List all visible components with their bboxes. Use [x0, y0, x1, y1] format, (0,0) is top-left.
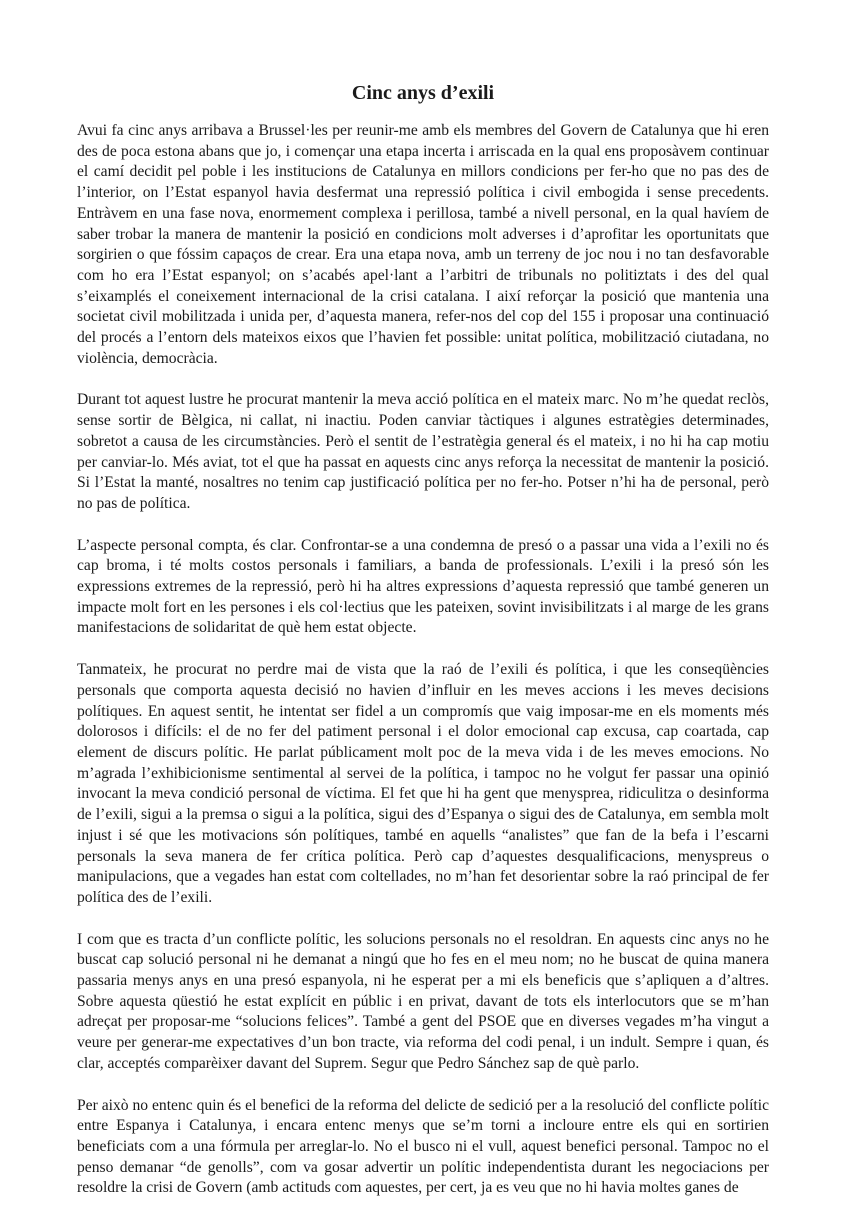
- paragraph: Avui fa cinc anys arribava a Brussel·les per reunir-me amb els membres del Govern de Catalunya que hi eren des de poca estona abans que jo, i començar una etapa incerta i arriscada en la qual ens proposàvem continuar el camí decidit pel poble i les institucions de Catalunya en millors condicions per fer-ho que no pas des de l’interior, on l’Estat espanyol havia desfermat una repressió política i civil embogida i sense precedents. Entràvem en una fase nova, enormement complexa i perillosa, també a nivell personal, en la qual havíem de saber trobar la manera de mantenir la posició en condicions molt adverses i d’aprofitar les oportunitats que sorgirien o que fóssim capaços de crear. Era una etapa nova, amb un terreny de joc nou i no tan desfavorable com ho era l’Estat espanyol; on s’acabés apel·lant a l’arbitri de tribunals no politiztats i des del qual s’eixamplés el coneixement internacional de la crisi catalana. I així reforçar la posició que mantenia una societat civil mobilitzada i unida per, d’aquesta manera, refer-nos del cop del 155 i proposar una continuació del procés a l’entorn dels mateixos eixos que l’havien fet possible: unitat política, mobilització ciutadana, no violència, democràcia.: [77, 122, 769, 367]
- document-title: Cinc anys d’exili: [351, 82, 495, 104]
- paragraph: Tanmateix, he procurat no perdre mai de vista que la raó de l’exili és política, i que les conseqüències personals que comporta aquesta decisió no havien d’influir en les meves accions i les meves decisions polítiques. En aquest sentit, he intentat ser fidel a un compromís que vaig imposar-me en els moments més dolorosos i difícils: el de no fer del patiment personal i el dolor emocional cap excusa, cap coartada, cap element de discurs polític. He parlat públicament molt poc de la meva vida i de les meves emocions. No m’agrada l’exhibicionisme sentimental al servei de la política, i tampoc no he volgut fer passar una opinió invocant la meva condició personal de víctima. El fet que hi ha gent que menysprea, ridiculitza o desinforma de l’exili, sigui a la premsa o sigui a la política, sigui des d’Espanya o sigui des de Catalunya, em sembla molt injust i sé que les motivacions són polítiques, també en aquells “analistes” que fan de la befa i l’escarni personals la seva manera de fer crítica política. Però cap d’aquestes desqualificacions, menyspreus o manipulacions, que a vegades han estat com coltellades, no m’han fet desorientar sobre la raó principal de fer política des de l’exili.: [77, 661, 769, 906]
- paragraph: L’aspecte personal compta, és clar. Confrontar-se a una condemna de presó o a passar una vida a l’exili no és cap broma, i té molts costos personals i familiars, a banda de professionals. L’exili i la presó són les expressions extremes de la repressió, però hi ha altres expressions d’aquesta repressió que també generen un impacte molt fort en les persones i els col·lectius que les pateixen, sovint invisibilitzats i al marge de les grans manifestacions de solidaritat de què hem estat objecte.: [77, 536, 769, 637]
- document-body: [77, 121, 769, 1220]
- paragraph: I com que es tracta d’un conflicte polític, les solucions personals no el resoldran. En aquests cinc anys no he buscat cap solució personal ni he demanat a ningú que ho fes en el meu nom; no he buscat de quina manera passaria menys anys en una presó espanyola, ni he esperat per a mi els beneficis que s’apliquen a d’altres. Sobre aquesta qüestió he estat explícit en públic i en privat, davant de tots els interlocutors que se m’han adreçat per proposar-me “solucions felices”. També a gent del PSOE que en diverses vegades m’ha vingut a veure per generar-me expectatives d’un bon tracte, via reforma del codi penal, i un indult. Sempre i quan, és clar, acceptés comparèixer davant del Suprem. Segur que Pedro Sánchez sap de què parlo.: [77, 930, 769, 1072]
- paragraph: Durant tot aquest lustre he procurat mantenir la meva acció política en el mateix marc. No m’he quedat reclòs, sense sortir de Bèlgica, ni callat, ni inactiu. Poden canviar tàctiques i algunes estratègies determinades, sobretot a causa de les circumstàncies. Però el sentit de l’estratègia general és el mateix, i no hi ha cap motiu per canviar-lo. Més aviat, tot el que ha passat en aquests cinc anys reforça la necessitat de mantenir la posició. Si l’Estat la manté, nosaltres no tenim cap justificació política per no fer-ho. Potser n’hi ha de personal, però no pas de política.: [77, 391, 769, 512]
- paragraph: Per això no entenc quin és el benefici de la reforma del delicte de sedició per a la resolució del conflicte polític entre Espanya i Catalunya, i encara entenc menys que se’m torni a incloure entre els qui en sortirien beneficiats com a una fórmula per arreglar-lo. No el busco ni el vull, aquest benefici personal. Tampoc no el penso demanar “de genolls”, com va gosar advertir un polític independentista durant les negociacions per resoldre la crisi de Govern (amb actituds com aquestes, per cert, ja es veu que no hi havia moltes ganes de: [77, 1096, 769, 1197]
